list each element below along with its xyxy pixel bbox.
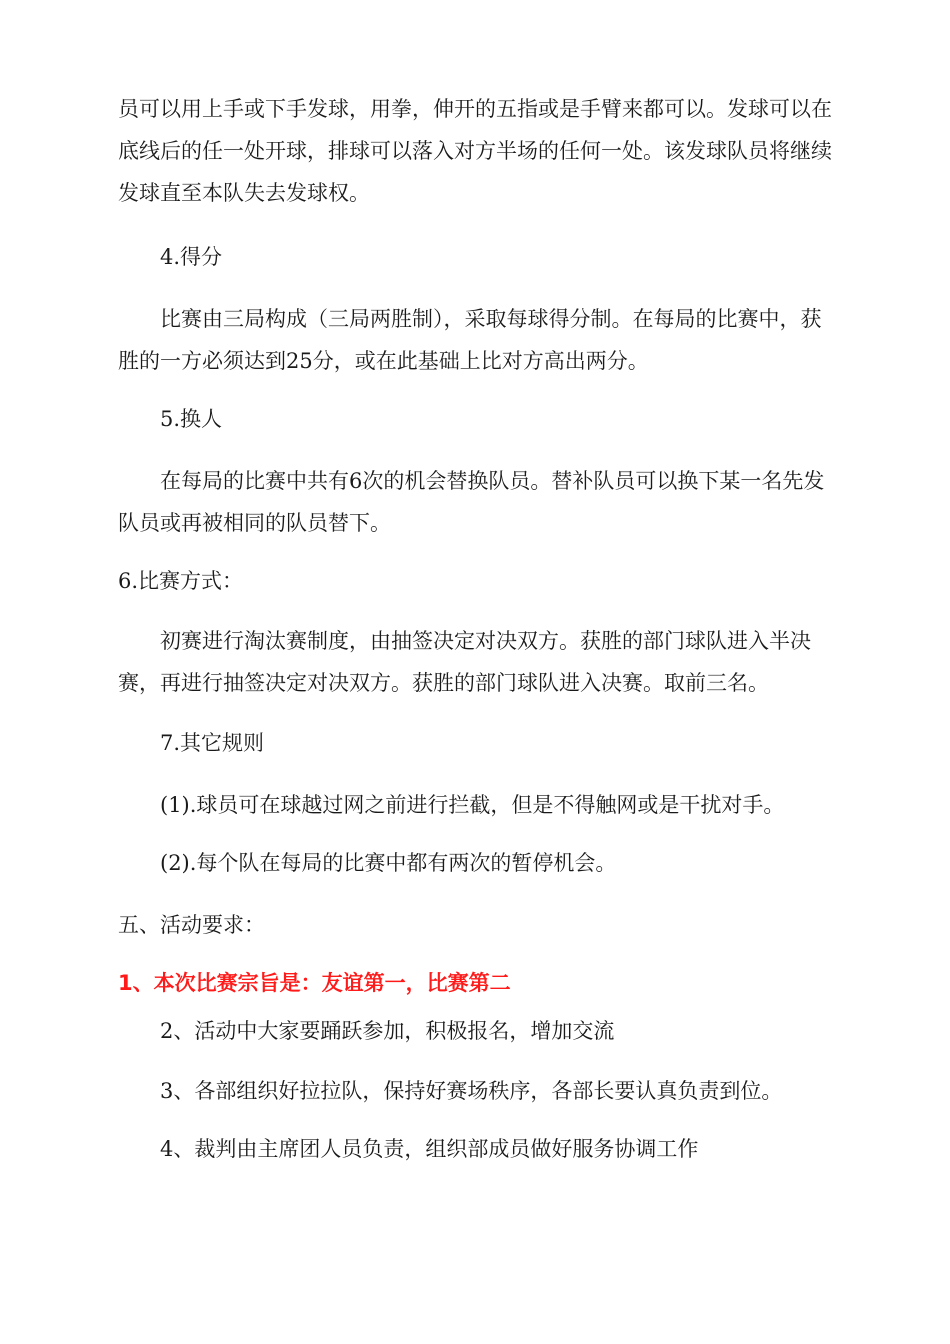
requirement-item-2: 2、活动中大家要踊跃参加，积极报名，增加交流 <box>160 1019 615 1043</box>
rule-item-1: (1).球员可在球越过网之前进行拦截，但是不得触网或是干扰对手。 <box>160 793 785 817</box>
heading-scoring: 4.得分 <box>160 245 223 269</box>
requirement-item-1: 1、本次比赛宗旨是：友谊第一，比赛第二 <box>118 971 511 995</box>
serve-rules-paragraph: 员可以用上手或下手发球，用拳，伸开的五指或是手臂来都可以。发球可以在底线后的任一处开球，排球可以落入对方半场的任何一处。该发球队员将继续发球直至本队失去发球权。 <box>118 97 832 205</box>
rule-item-2: (2).每个队在每局的比赛中都有两次的暂停机会。 <box>160 851 617 875</box>
requirement-item-4: 4、裁判由主席团人员负责，组织部成员做好服务协调工作 <box>160 1137 699 1161</box>
requirement-item-3: 3、各部组织好拉拉队，保持好赛场秩序，各部长要认真负责到位。 <box>160 1079 783 1103</box>
heading-substitution: 5.换人 <box>160 407 223 431</box>
heading-match-format: 6.比赛方式： <box>118 569 244 593</box>
scoring-paragraph: 比赛由三局构成（三局两胜制），采取每球得分制。在每局的比赛中，获胜的一方必须达到25分，或在此基础上比对方高出两分。 <box>118 307 822 373</box>
section-activity-requirements: 五、活动要求： <box>118 913 265 937</box>
substitution-paragraph: 在每局的比赛中共有6次的机会替换队员。替补队员可以换下某一名先发队员或再被相同的队员替下。 <box>118 469 825 535</box>
match-format-paragraph: 初赛进行淘汰赛制度，由抽签决定对决双方。获胜的部门球队进入半决赛，再进行抽签决定对决双方。获胜的部门球队进入决赛。取前三名。 <box>118 629 811 695</box>
heading-other-rules: 7.其它规则 <box>160 731 265 755</box>
